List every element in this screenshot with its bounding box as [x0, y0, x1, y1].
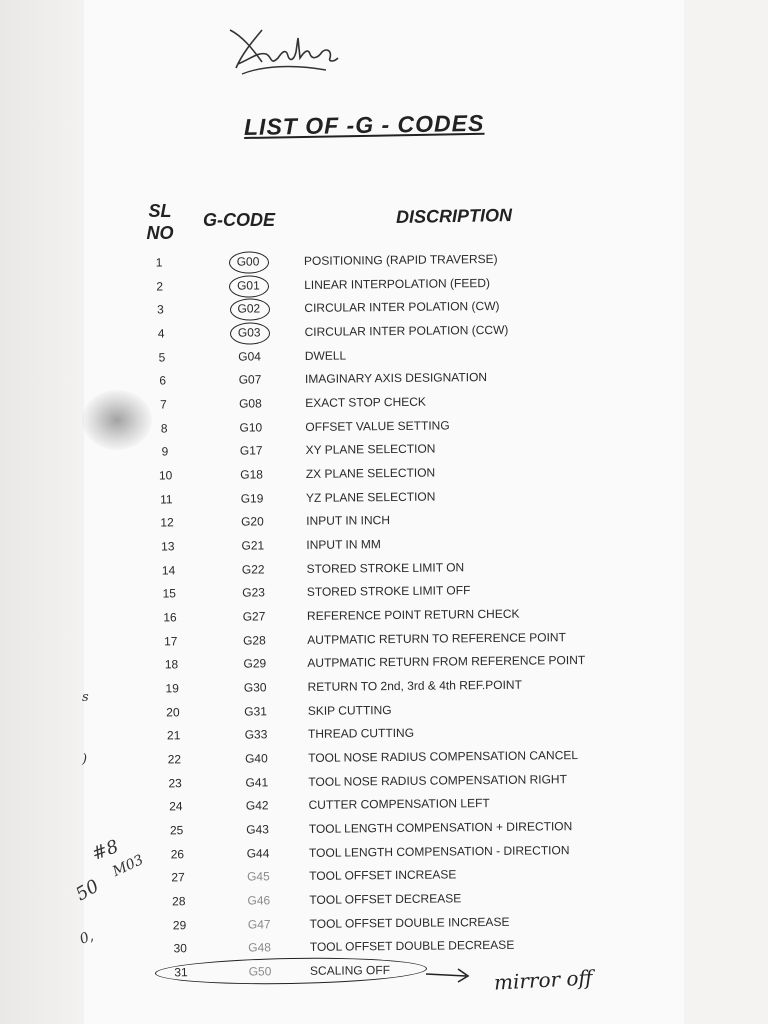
row-g-code: G20 — [240, 514, 264, 529]
row-g-code: G31 — [244, 704, 268, 719]
row-description: POSITIONING (RAPID TRAVERSE) — [303, 251, 498, 268]
row-g-code: G08 — [238, 396, 262, 411]
circled-code-mark — [230, 299, 270, 321]
circled-code-mark — [229, 275, 269, 297]
row-g-code: G21 — [241, 538, 265, 553]
row-g-code: G19 — [240, 491, 264, 506]
row-g-code: G00 — [236, 254, 260, 269]
row-g-code: G18 — [240, 467, 264, 482]
row-sl-no: 27 — [171, 870, 185, 885]
row-description: CUTTER COMPENSATION LEFT — [308, 796, 490, 813]
margin-note-5: s — [82, 690, 89, 705]
row-g-code: G23 — [242, 585, 266, 600]
row-sl-no: 22 — [167, 752, 182, 767]
row-sl-no: 14 — [161, 562, 176, 578]
row-sl-no: 6 — [159, 373, 167, 388]
row-g-code: G03 — [237, 325, 261, 340]
row-g-code: G43 — [246, 822, 270, 837]
row-description: SKIP CUTTING — [307, 702, 392, 718]
row-description: THREAD CUTTING — [307, 726, 415, 742]
arrow-right-icon — [424, 964, 474, 984]
row-g-code: G04 — [238, 349, 262, 364]
row-sl-no: 28 — [172, 894, 186, 909]
row-g-code: G10 — [239, 420, 263, 435]
row-description: REFERENCE POINT RETURN CHECK — [306, 606, 520, 623]
row-description: STORED STROKE LIMIT OFF — [306, 583, 471, 600]
row-sl-no: 29 — [172, 917, 187, 932]
row-g-code: G44 — [246, 845, 270, 861]
row-sl-no: 17 — [163, 633, 178, 649]
row-sl-no: 2 — [156, 279, 164, 294]
row-g-code: G40 — [244, 751, 268, 766]
row-description: TOOL OFFSET DOUBLE DECREASE — [309, 938, 515, 955]
row-description: TOOL LENGTH COMPENSATION - DIRECTION — [308, 842, 570, 860]
row-sl-no: 26 — [170, 846, 185, 862]
row-g-code: G47 — [247, 916, 271, 932]
margin-note-4: 0, — [77, 928, 96, 948]
row-description: DWELL — [304, 348, 347, 363]
margin-note-3: 50 — [72, 875, 103, 906]
row-description: YZ PLANE SELECTION — [305, 489, 436, 505]
row-description: TOOL NOSE RADIUS COMPENSATION CANCEL — [308, 748, 579, 765]
row-description: INPUT IN INCH — [306, 513, 391, 529]
header-sl-line1: SL — [148, 201, 172, 221]
row-sl-no: 23 — [168, 775, 182, 791]
row-sl-no: 8 — [160, 421, 168, 436]
row-sl-no: 1 — [155, 255, 163, 270]
row-sl-no: 3 — [157, 302, 164, 317]
row-g-code: G50 — [248, 964, 272, 979]
row-sl-no: 21 — [166, 728, 181, 743]
margin-note-6: ) — [82, 752, 88, 767]
row-sl-no: 7 — [159, 397, 167, 412]
row-description: IMAGINARY AXIS DESIGNATION — [304, 370, 488, 387]
row-description: TOOL OFFSET DOUBLE INCREASE — [309, 914, 510, 931]
row-description: ZX PLANE SELECTION — [305, 465, 436, 481]
row-description: CIRCULAR INTER POLATION (CW) — [304, 299, 500, 316]
margin-note-1: #8 — [89, 836, 122, 865]
row-sl-no: 4 — [157, 326, 165, 341]
row-description: AUTPMATIC RETURN TO REFERENCE POINT — [307, 629, 566, 647]
row-sl-no: 19 — [165, 681, 179, 696]
row-g-code: G46 — [247, 893, 271, 908]
row-sl-no: 25 — [169, 823, 184, 838]
row-g-code: G17 — [239, 443, 263, 458]
row-description: LINEAR INTERPOLATION (FEED) — [304, 275, 491, 292]
row-sl-no: 16 — [163, 610, 177, 625]
row-sl-no: 31 — [174, 965, 188, 980]
column-header-description: DISCRIPTION — [395, 204, 513, 228]
row-sl-no: 30 — [173, 941, 188, 956]
row-sl-no: 13 — [161, 539, 175, 554]
row-description: TOOL LENGTH COMPENSATION + DIRECTION — [308, 819, 573, 836]
row-description: STORED STROKE LIMIT ON — [306, 559, 465, 576]
row-g-code: G22 — [241, 562, 265, 577]
row-description: INPUT IN MM — [306, 537, 381, 552]
column-header-g-code: G-CODE — [203, 210, 275, 230]
row-g-code: G30 — [243, 680, 267, 695]
row-sl-no: 11 — [160, 491, 173, 507]
row-description: TOOL OFFSET INCREASE — [309, 867, 457, 884]
margin-note-2: M03 — [110, 851, 147, 881]
row-description: XY PLANE SELECTION — [305, 441, 436, 458]
row-sl-no: 20 — [166, 704, 180, 720]
row-g-code: G01 — [236, 278, 260, 293]
row-g-code: G27 — [242, 609, 266, 624]
header-sl-line2: NO — [146, 223, 174, 243]
row-description: TOOL NOSE RADIUS COMPENSATION RIGHT — [308, 771, 567, 789]
row-g-code: G02 — [237, 301, 261, 316]
row-sl-no: 5 — [158, 350, 166, 365]
row-description: OFFSET VALUE SETTING — [305, 418, 450, 434]
row-description: AUTPMATIC RETURN FROM REFERENCE POINT — [307, 653, 586, 671]
row-description: RETURN TO 2nd, 3rd & 4th REF.POINT — [307, 677, 522, 694]
row-sl-no: 18 — [164, 657, 179, 672]
row-g-code: G41 — [245, 774, 269, 790]
row-g-code: G07 — [238, 372, 262, 387]
row-g-code: G42 — [245, 798, 269, 813]
row-sl-no: 9 — [161, 444, 169, 459]
row-g-code: G45 — [246, 869, 270, 884]
row-sl-no: 12 — [160, 515, 174, 530]
row-g-code: G29 — [243, 656, 267, 671]
row-description: TOOL OFFSET DECREASE — [309, 891, 462, 907]
row-sl-no: 15 — [162, 586, 177, 601]
row-g-code: G33 — [244, 727, 268, 742]
row-sl-no: 10 — [158, 468, 173, 483]
row-description: EXACT STOP CHECK — [305, 394, 426, 410]
row-sl-no: 24 — [169, 799, 183, 814]
page-title: LIST OF -G - CODES — [243, 109, 485, 140]
annotation-mirror-off: mirror off — [493, 965, 594, 995]
row-g-code: G48 — [248, 940, 272, 955]
row-g-code: G28 — [242, 633, 266, 648]
row-description: CIRCULAR INTER POLATION (CCW) — [304, 322, 509, 339]
row-description: SCALING OFF — [309, 963, 391, 978]
